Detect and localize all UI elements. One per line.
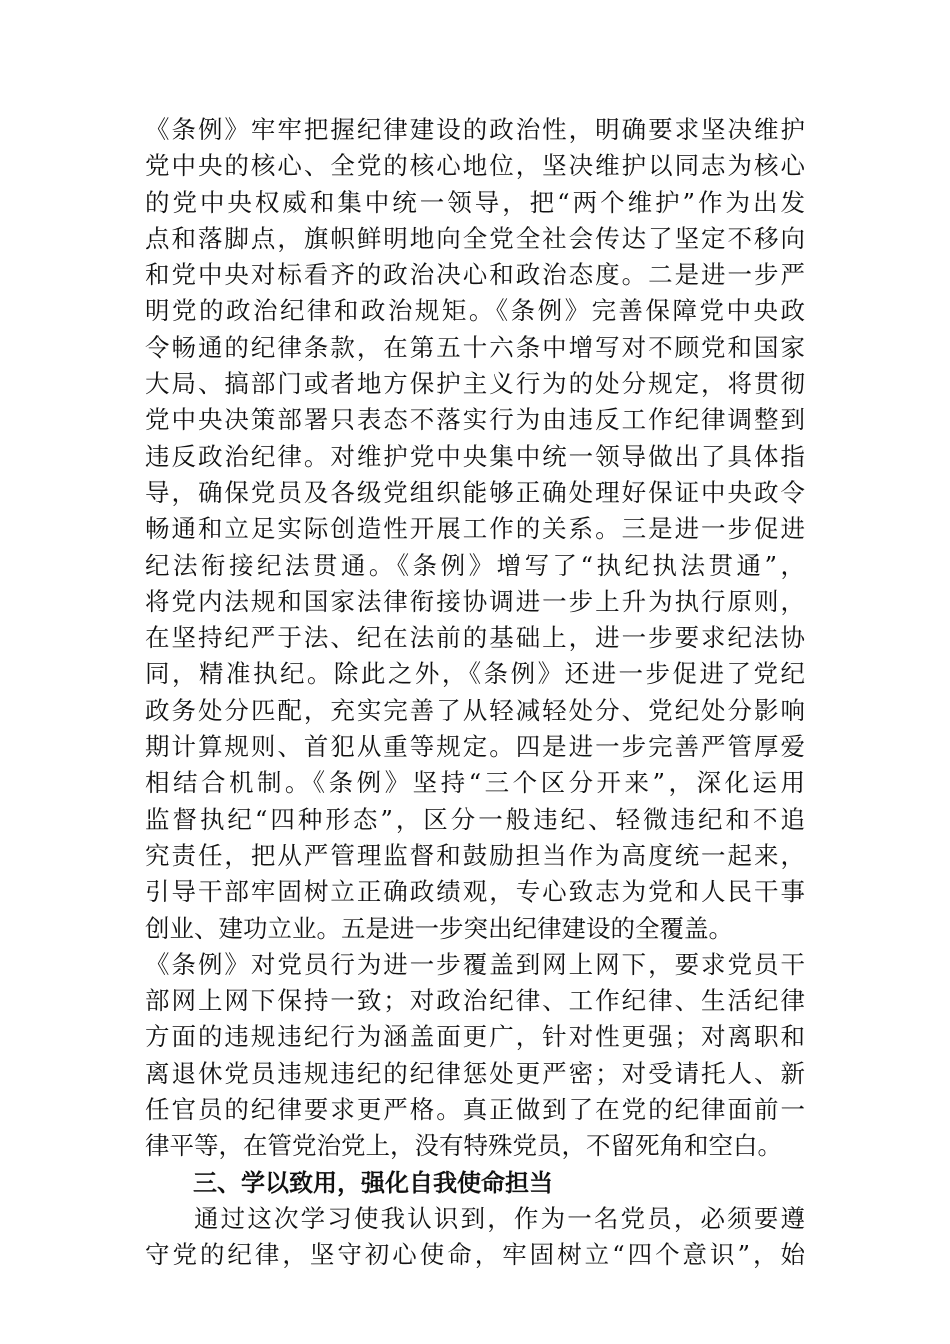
body-text xyxy=(145,112,805,1274)
text-line: 引导干部牢固树立正确政绩观，专心致志为党和人民干事 xyxy=(145,877,805,907)
text-line: 畅通和立足实际创造性开展工作的关系。三是进一步促进 xyxy=(145,514,805,544)
text-line: 任官员的纪律要求更严格。真正做到了在党的纪律面前一 xyxy=(145,1095,805,1125)
text-line: 部网上网下保持一致；对政治纪律、工作纪律、生活纪律 xyxy=(145,986,805,1016)
paragraph-2 xyxy=(145,1201,805,1274)
text-line: 政务处分匹配，充实完善了从轻减轻处分、党纪处分影响 xyxy=(145,695,805,725)
text-line: 离退休党员违规违纪的纪律惩处更严密；对受请托人、新 xyxy=(145,1058,805,1088)
text-line: 违反政治纪律。对维护党中央集中统一领导做出了具体指 xyxy=(145,441,805,471)
text-line: 《条例》对党员行为进一步覆盖到网上网下，要求党员干 xyxy=(145,949,805,979)
text-line: 监督执纪“四种形态”，区分一般违纪、轻微违纪和不追 xyxy=(145,804,805,834)
text-line: 通过这次学习使我认识到，作为一名党员，必须要遵 xyxy=(194,1203,805,1233)
text-line: 的党中央权威和集中统一领导，把“两个维护”作为出发 xyxy=(145,187,805,217)
text-line: 党中央的核心、全党的核心地位，坚决维护以同志为核心 xyxy=(145,151,805,181)
text-line: 令畅通的纪律条款，在第五十六条中增写对不顾党和国家 xyxy=(145,332,805,362)
text-line: 期计算规则、首犯从重等规定。四是进一步完善严管厚爱 xyxy=(145,732,805,762)
text-line: 将党内法规和国家法律衔接协调进一步上升为执行原则， xyxy=(145,586,805,616)
section-heading: 三、学以致用，强化自我使命担当 xyxy=(193,1168,553,1197)
text-line: 究责任，把从严管理监督和鼓励担当作为高度统一起来， xyxy=(145,840,805,870)
text-line: 律平等，在管党治党上，没有特殊党员，不留死角和空白。 xyxy=(145,1131,782,1161)
text-line: 在坚持纪严于法、纪在法前的基础上，进一步要求纪法协 xyxy=(145,623,805,653)
text-line: 创业、建功立业。五是进一步突出纪律建设的全覆盖。 xyxy=(145,913,733,943)
text-line: 大局、搞部门或者地方保护主义行为的处分规定，将贯彻 xyxy=(145,369,805,399)
text-line: 同，精准执纪。除此之外，《条例》还进一步促进了党纪 xyxy=(145,659,805,689)
text-line: 守党的纪律，坚守初心使命，牢固树立“四个意识”，始 xyxy=(145,1240,805,1270)
paragraph-1 xyxy=(145,112,805,1165)
text-line: 导，确保党员及各级党组织能够正确处理好保证中央政令 xyxy=(145,477,805,507)
text-line: 相结合机制。《条例》坚持“三个区分开来”，深化运用 xyxy=(145,768,805,798)
text-line: 方面的违规违纪行为涵盖面更广，针对性更强；对离职和 xyxy=(145,1022,805,1052)
text-line: 纪法衔接纪法贯通。《条例》增写了“执纪执法贯通”， xyxy=(145,550,805,580)
text-line: 《条例》牢牢把握纪律建设的政治性，明确要求坚决维护 xyxy=(145,115,805,144)
text-line: 党中央决策部署只表态不落实行为由违反工作纪律调整到 xyxy=(145,405,805,435)
text-line: 和党中央对标看齐的政治决心和政治态度。二是进一步严 xyxy=(145,260,805,290)
text-line: 点和落脚点，旗帜鲜明地向全党全社会传达了坚定不移向 xyxy=(145,223,805,253)
text-line: 明党的政治纪律和政治规矩。《条例》完善保障党中央政 xyxy=(145,296,805,326)
